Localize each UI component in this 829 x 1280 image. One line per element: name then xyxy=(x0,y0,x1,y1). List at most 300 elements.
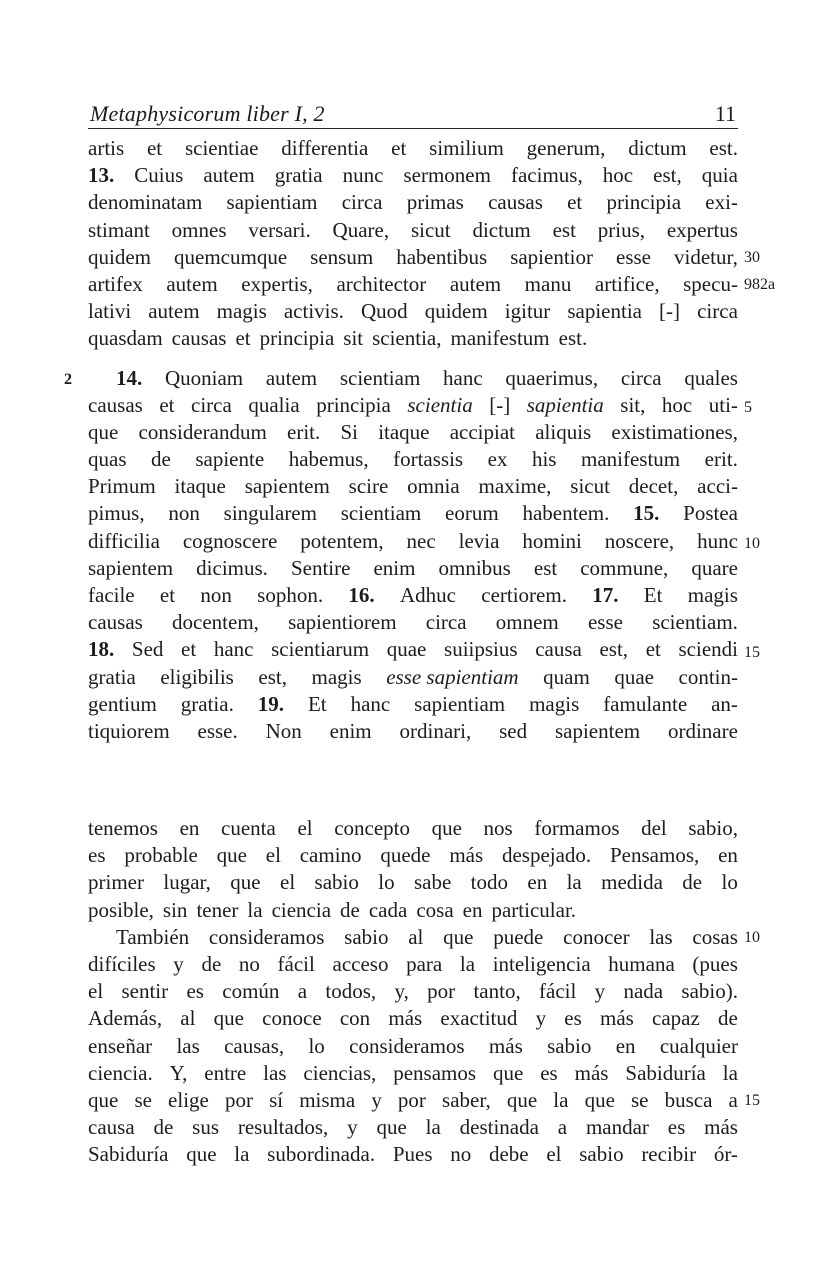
word: cosas xyxy=(692,924,738,949)
word: sin xyxy=(162,897,188,922)
word: nos xyxy=(483,816,513,840)
word: et xyxy=(181,637,197,662)
word: scientia, xyxy=(372,326,442,351)
word: Et xyxy=(307,691,327,716)
word: (pues xyxy=(692,951,738,976)
text-line xyxy=(88,419,738,446)
line-number-marker: 15 xyxy=(744,1092,760,1109)
word: omnibus xyxy=(438,555,511,580)
text-line xyxy=(88,664,738,691)
word: la xyxy=(247,897,263,922)
word: por xyxy=(427,979,456,1004)
word: cada xyxy=(368,897,408,922)
word: común xyxy=(222,979,280,1004)
word: es xyxy=(540,1060,558,1085)
text-line xyxy=(88,555,738,582)
word: 19. xyxy=(257,691,285,716)
word: en xyxy=(462,897,483,922)
word: Primum xyxy=(88,474,156,499)
text-line xyxy=(88,1141,738,1168)
word: similium xyxy=(429,136,504,160)
word: autem xyxy=(449,271,502,296)
word: [-] xyxy=(659,299,681,324)
word: Sentire xyxy=(290,555,351,580)
text-line xyxy=(88,691,738,718)
word: differentia xyxy=(281,136,369,160)
word: lo xyxy=(378,870,395,895)
word: videtur, xyxy=(674,244,738,269)
word: architector xyxy=(336,271,427,296)
word: quede xyxy=(380,843,431,868)
word: enim xyxy=(373,555,416,580)
word: sabio). xyxy=(681,979,738,1004)
word: medida xyxy=(601,870,663,895)
word: que xyxy=(492,1060,524,1085)
word: noscere, xyxy=(604,528,675,553)
word: cognoscere xyxy=(182,528,278,553)
word: itaque xyxy=(174,474,226,499)
word: esse xyxy=(587,610,623,635)
text-line xyxy=(88,162,738,189)
word: est. xyxy=(558,326,588,351)
line-number-marker: 10 xyxy=(744,929,760,946)
word: posible, xyxy=(88,897,154,922)
word: sabio, xyxy=(688,816,738,840)
word: las xyxy=(649,924,673,949)
word: est. xyxy=(709,136,738,160)
line-number-marker: 30 xyxy=(744,249,760,266)
word: [-] xyxy=(489,392,511,417)
word: est, xyxy=(599,637,629,662)
word: artifex xyxy=(88,271,143,296)
line-number-marker: 10 xyxy=(744,535,760,552)
text-line xyxy=(88,636,738,663)
word: hunc xyxy=(697,528,738,553)
word: scientia xyxy=(407,392,473,417)
word: nec xyxy=(406,528,436,553)
text-line xyxy=(88,135,738,162)
word: contin- xyxy=(678,664,738,689)
word: capaz xyxy=(652,1006,700,1031)
word: Sabiduría xyxy=(625,1060,706,1085)
text-line xyxy=(88,1114,738,1141)
word: sciendi xyxy=(678,637,738,662)
text-line xyxy=(88,978,738,1005)
text-line xyxy=(88,924,738,951)
word: que xyxy=(88,419,119,444)
word: en xyxy=(718,843,738,868)
word: que xyxy=(506,1087,538,1112)
word: por xyxy=(224,1087,253,1112)
line-number-marker: 5 xyxy=(744,399,752,416)
word: quales xyxy=(684,365,738,390)
word: habemus, xyxy=(288,447,369,472)
word: omnia xyxy=(407,474,460,499)
text-line xyxy=(88,951,738,978)
text-line xyxy=(88,189,738,216)
word: sabe xyxy=(413,870,452,895)
word: debe xyxy=(488,1142,529,1167)
word: acceso xyxy=(332,951,389,976)
word: Cuius xyxy=(134,163,184,188)
word: 18. xyxy=(88,637,115,662)
word: denominatam xyxy=(88,190,203,215)
word: autem xyxy=(203,163,255,188)
word: artis xyxy=(88,136,125,160)
word: circa xyxy=(697,299,738,324)
word: sapientem xyxy=(88,555,174,580)
word: lo xyxy=(308,1033,325,1058)
word: esse sapientiam xyxy=(386,664,519,689)
word: sapientiam xyxy=(414,691,506,716)
word: manu xyxy=(524,271,572,296)
word: est xyxy=(552,217,576,242)
word: concepto xyxy=(334,816,410,840)
word: sapientem xyxy=(554,718,641,743)
text-line xyxy=(88,1060,738,1087)
word: más xyxy=(704,1115,738,1140)
word: est xyxy=(533,555,558,580)
word: más xyxy=(574,1060,609,1085)
word: puede xyxy=(493,924,544,949)
word: qualia xyxy=(248,392,300,417)
word: sapientem xyxy=(244,474,330,499)
word: de xyxy=(151,447,171,472)
word: probable xyxy=(124,843,198,868)
word: erit. xyxy=(287,419,321,444)
word: Sabiduría xyxy=(88,1142,169,1167)
word: quae xyxy=(614,664,654,689)
text-line xyxy=(88,718,738,745)
word: quidem xyxy=(88,244,151,269)
word: gratia. xyxy=(180,691,234,716)
word: expertus xyxy=(666,217,738,242)
word: Quare, xyxy=(332,217,390,242)
word: hanc xyxy=(350,691,391,716)
word: magis xyxy=(529,691,580,716)
word: quaerimus, xyxy=(505,365,599,390)
word: se xyxy=(631,1087,649,1112)
word: existimationes, xyxy=(611,419,738,444)
word: expertis, xyxy=(241,271,313,296)
spanish-text-block xyxy=(88,815,738,1168)
word: maxime, xyxy=(478,474,552,499)
word: la xyxy=(722,1060,738,1085)
word: quas xyxy=(88,447,127,472)
word: magis xyxy=(311,664,362,689)
word: quasdam xyxy=(88,326,163,351)
word: más xyxy=(449,843,484,868)
word: lugar, xyxy=(163,870,211,895)
word: por xyxy=(397,1087,426,1112)
word: facile xyxy=(88,583,135,607)
word: esse xyxy=(616,244,652,269)
word: Et xyxy=(643,583,663,607)
word: causas xyxy=(171,326,227,351)
word: y xyxy=(535,1006,547,1031)
word: de xyxy=(682,870,703,895)
word: et xyxy=(391,136,407,160)
word: humana xyxy=(608,951,675,976)
word: dicimus. xyxy=(196,555,268,580)
text-line xyxy=(88,392,738,419)
section-number-marker: 2 xyxy=(64,371,72,388)
word: et xyxy=(146,136,163,160)
word: omnem xyxy=(495,610,559,635)
word: ciencia. xyxy=(88,1060,153,1085)
word: no xyxy=(238,951,260,976)
word: prius, xyxy=(597,217,645,242)
word: sicut xyxy=(570,474,610,499)
word: formamos xyxy=(534,816,620,840)
text-line xyxy=(88,582,738,609)
word: homini xyxy=(522,528,582,553)
word: artifice, xyxy=(594,271,660,296)
bekker-reference-marker: 982a xyxy=(744,276,776,293)
word: pensamos xyxy=(393,1060,477,1085)
word: cosa xyxy=(416,897,454,922)
word: tener xyxy=(196,897,239,922)
word: fácil xyxy=(277,951,315,976)
word: 15. xyxy=(633,501,660,526)
word: famulante xyxy=(603,691,688,716)
word: erit. xyxy=(704,447,738,472)
word: en xyxy=(179,816,200,840)
text-line xyxy=(88,1033,738,1060)
word: ordinari, xyxy=(399,718,472,743)
word: eligibilis xyxy=(160,664,234,689)
word: est, xyxy=(258,664,287,689)
word: esse. xyxy=(197,718,238,743)
word: ór- xyxy=(713,1142,738,1167)
word: tenemos xyxy=(88,816,158,840)
word: lativi xyxy=(88,299,132,324)
text-line xyxy=(88,325,738,352)
word: difficilia xyxy=(88,528,160,553)
word: que xyxy=(88,1087,119,1112)
word: de xyxy=(340,897,360,922)
word: al xyxy=(408,924,424,949)
word: el xyxy=(280,870,296,895)
word: 13. xyxy=(88,163,115,188)
text-line xyxy=(88,271,738,298)
word: primer xyxy=(88,870,144,895)
word: inteligencia xyxy=(492,951,591,976)
word: elige xyxy=(168,1087,209,1112)
word: scientiam xyxy=(339,365,421,390)
word: circa xyxy=(341,190,383,215)
line-number-marker: 15 xyxy=(744,644,760,661)
word: et xyxy=(645,637,661,662)
word: manifestum xyxy=(450,326,550,351)
word: todo xyxy=(470,870,508,895)
word: conoce xyxy=(262,1006,322,1031)
word: Postea xyxy=(683,501,738,526)
word: quare xyxy=(691,555,738,580)
word: circa xyxy=(425,610,467,635)
word: el xyxy=(88,979,104,1004)
word: camino xyxy=(299,843,362,868)
word: la xyxy=(553,1087,569,1112)
text-line xyxy=(88,842,738,869)
word: an- xyxy=(711,691,738,716)
word: sabio xyxy=(579,1142,624,1167)
word: Quod xyxy=(360,299,408,324)
word: ciencias, xyxy=(303,1060,377,1085)
word: difíciles xyxy=(88,951,156,976)
word: más xyxy=(599,1006,634,1031)
word: es xyxy=(186,979,204,1004)
word: que xyxy=(230,870,261,895)
word: al xyxy=(180,1006,196,1031)
word: sophon. xyxy=(257,583,324,607)
word: ciencia xyxy=(271,897,332,922)
text-line xyxy=(88,298,738,325)
text-line xyxy=(88,365,738,392)
word: que xyxy=(584,1087,615,1112)
word: de xyxy=(718,1006,738,1031)
word: a xyxy=(297,979,308,1004)
word: uti- xyxy=(708,392,738,417)
word: del xyxy=(641,816,667,840)
word: versari. xyxy=(248,217,311,242)
word: causa xyxy=(88,1115,135,1140)
word: todos, xyxy=(325,979,377,1004)
word: sapientiam xyxy=(226,190,318,215)
word: itaque xyxy=(378,419,430,444)
word: hanc xyxy=(443,365,483,390)
word: commune, xyxy=(580,555,669,580)
word: 14. xyxy=(116,365,143,390)
word: las xyxy=(176,1033,200,1058)
text-line xyxy=(88,446,738,473)
word: gratia xyxy=(88,664,136,689)
word: y xyxy=(594,979,606,1004)
word: en xyxy=(615,1033,636,1058)
word: causa xyxy=(535,637,582,662)
latin-text-block xyxy=(88,135,738,745)
running-header xyxy=(88,100,738,129)
word: gentium xyxy=(88,691,157,716)
word: quam xyxy=(543,664,590,689)
word: enim xyxy=(329,718,372,743)
word: scientiam. xyxy=(652,610,738,635)
word: sit xyxy=(343,326,364,351)
word: non xyxy=(200,583,232,607)
word: la xyxy=(425,1115,441,1140)
word: stimant xyxy=(88,217,150,242)
word: lo xyxy=(721,870,738,895)
word: nada xyxy=(623,979,664,1004)
word: cualquier xyxy=(659,1033,738,1058)
word: tiquiorem xyxy=(88,718,170,743)
word: scientiam xyxy=(340,501,422,526)
word: sabio xyxy=(547,1033,592,1058)
word: Pues xyxy=(392,1142,433,1167)
word: También xyxy=(116,924,190,949)
word: sapientia xyxy=(526,392,604,417)
word: es xyxy=(667,1115,686,1140)
word: Si xyxy=(340,419,358,444)
word: Además, xyxy=(88,1006,163,1031)
text-line xyxy=(88,244,738,271)
word: Pensamos, xyxy=(610,843,700,868)
word: circa xyxy=(191,392,232,417)
word: el xyxy=(297,816,313,840)
word: singularem xyxy=(223,501,317,526)
word: particular. xyxy=(491,897,577,922)
word: considerandum xyxy=(138,419,267,444)
text-line xyxy=(88,1087,738,1114)
word: sapientiorem xyxy=(288,610,397,635)
word: la xyxy=(566,870,582,895)
word: de xyxy=(201,951,222,976)
word: que xyxy=(443,924,474,949)
word: Adhuc xyxy=(399,583,456,607)
word: hoc xyxy=(661,392,693,417)
word: Quoniam xyxy=(164,365,244,390)
word: et xyxy=(159,392,175,417)
word: y xyxy=(173,951,184,976)
word: docentem, xyxy=(172,610,259,635)
word: est, xyxy=(653,163,682,188)
text-line xyxy=(88,1005,738,1032)
text-line xyxy=(88,869,738,896)
word: misma xyxy=(299,1087,356,1112)
word: habentem. xyxy=(522,501,610,526)
word: y xyxy=(371,1087,382,1112)
word: recibir xyxy=(641,1142,697,1167)
word: resultados, xyxy=(237,1115,329,1140)
word: causas xyxy=(88,610,143,635)
word: omnes xyxy=(171,217,227,242)
word: nunc xyxy=(342,163,384,188)
word: entre xyxy=(204,1060,247,1085)
word: causas xyxy=(88,392,143,417)
word: con xyxy=(339,1006,371,1031)
word: es xyxy=(88,843,106,868)
word: saber, xyxy=(442,1087,491,1112)
word: se xyxy=(134,1087,152,1112)
text-line xyxy=(88,217,738,244)
word: autem xyxy=(148,299,200,324)
word: en xyxy=(527,870,548,895)
word: hoc xyxy=(602,163,634,188)
word: activis. xyxy=(283,299,344,324)
word: las xyxy=(263,1060,287,1085)
word: sapientior xyxy=(510,244,593,269)
word: quae xyxy=(386,637,427,662)
text-line xyxy=(88,473,738,500)
word: autem xyxy=(265,365,318,390)
word: es xyxy=(564,1006,582,1031)
word: el xyxy=(265,843,281,868)
word: conocer xyxy=(563,924,630,949)
text-line xyxy=(88,528,738,555)
word: aliquis xyxy=(535,419,592,444)
word: sapientia xyxy=(567,299,642,324)
word: levia xyxy=(458,528,500,553)
word: consideramos xyxy=(208,924,325,949)
word: generum, xyxy=(526,136,606,160)
word: para xyxy=(406,951,443,976)
word: certiorem. xyxy=(481,583,567,607)
word: sí xyxy=(269,1087,284,1112)
word: quidem xyxy=(424,299,488,324)
word: fortassis xyxy=(393,447,464,472)
word: la xyxy=(459,951,476,976)
word: y, xyxy=(394,979,409,1004)
